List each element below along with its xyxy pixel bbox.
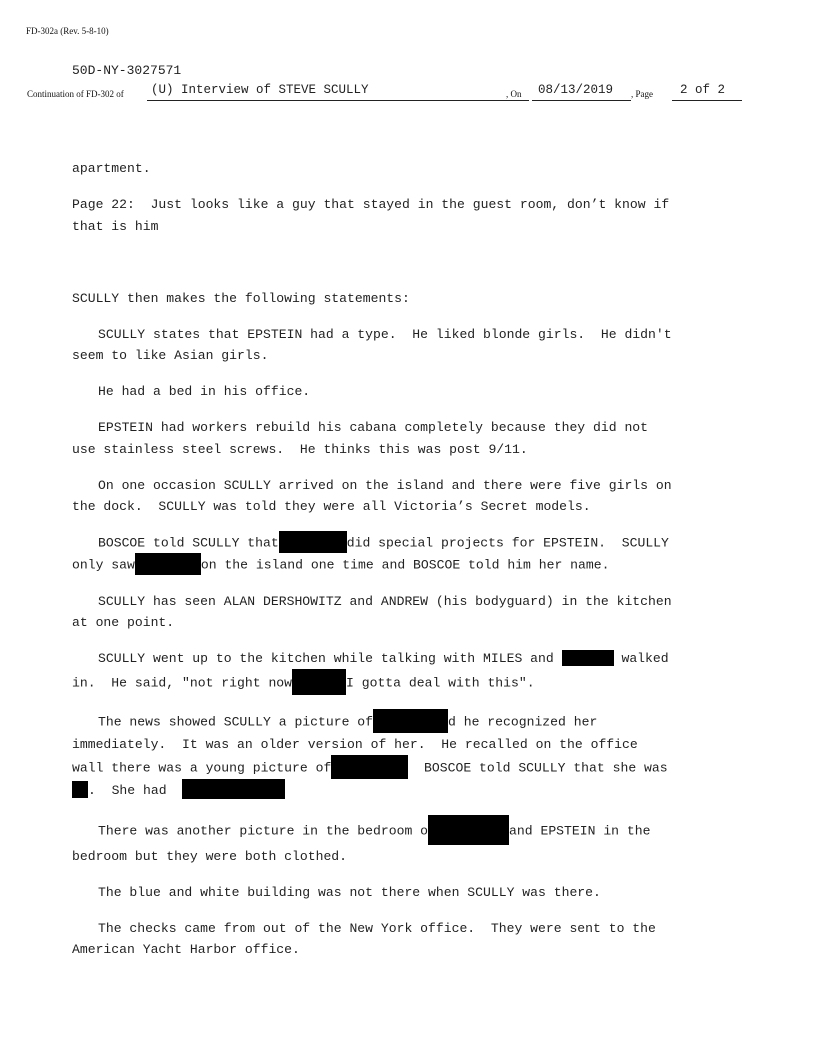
text-line: BOSCOE told SCULLY that she was	[424, 760, 668, 776]
paragraph	[72, 591, 744, 634]
redaction-box	[331, 755, 408, 779]
paragraph	[72, 381, 744, 403]
text-line: use stainless steel screws. He thinks this was post 9/11.	[72, 441, 528, 457]
text-line: that is him	[72, 218, 159, 234]
text-line: BOSCOE told SCULLY that	[98, 535, 279, 551]
text-line: On one occasion SCULLY arrived on the island and there were five girls on	[98, 477, 672, 493]
on-label: , On	[506, 89, 522, 99]
text-line: SCULLY went up to the kitchen while talking with MILES and	[98, 651, 554, 667]
paragraph	[72, 710, 744, 801]
redaction-box	[72, 781, 88, 798]
text-line: American Yacht Harbor office.	[72, 942, 300, 958]
paragraph	[72, 918, 744, 961]
date-value: 08/13/2019	[538, 83, 614, 97]
text-line: There was another picture in the bedroom o	[98, 823, 429, 839]
text-line: Page 22: Just looks like a guy that stayed in the guest room, don’t know if	[72, 196, 670, 212]
text-line: the dock. SCULLY was told they were all Victoria’s Secret models.	[72, 499, 591, 515]
text-line: SCULLY has seen ALAN DERSHOWITZ and ANDREW (his bodyguard) in the kitchen	[98, 593, 672, 609]
text-line: SCULLY then makes the following statements:	[72, 290, 410, 306]
continuation-label: Continuation of FD-302 of	[27, 89, 124, 99]
text-line: in. He said, "not right now	[72, 675, 293, 691]
text-line: and EPSTEIN in the	[509, 823, 651, 839]
text-line: The checks came from out of the New York office. They were sent to the	[98, 920, 656, 936]
redaction-box	[182, 779, 285, 799]
text-line: . She had	[88, 782, 167, 798]
redaction-box	[279, 531, 347, 553]
page-field	[672, 83, 742, 101]
form-id: FD-302a (Rev. 5-8-10)	[26, 26, 109, 36]
text-line: apartment.	[72, 161, 151, 176]
paragraph	[72, 288, 744, 310]
date-field	[532, 83, 631, 101]
paragraph	[72, 532, 744, 576]
page-value: 2 of 2	[680, 83, 726, 97]
text-line: I gotta deal with this".	[346, 675, 535, 691]
redaction-box	[373, 709, 448, 733]
text-line: bedroom but they were both clothed.	[72, 848, 348, 864]
continuation-line	[27, 82, 743, 102]
paragraph	[72, 475, 744, 518]
paragraph	[72, 648, 744, 696]
text-line: d he recognized her	[448, 714, 598, 730]
paragraph	[72, 194, 744, 237]
text-line: walked	[621, 651, 669, 667]
text-line: wall there was a young picture of	[72, 760, 332, 776]
paragraph	[72, 417, 744, 460]
page-label: , Page	[631, 89, 653, 99]
text-line: He had a bed in his office.	[98, 384, 311, 400]
text-line: EPSTEIN had workers rebuild his cabana completely because they did not	[98, 420, 649, 436]
redaction-box	[135, 553, 201, 575]
text-line: SCULLY states that EPSTEIN had a type. He liked blonde girls. He didn't	[98, 326, 672, 342]
subject-field	[147, 83, 529, 101]
text-line: The blue and white building was not there when SCULLY was there.	[98, 884, 601, 900]
statement-body	[72, 158, 744, 975]
text-line: The news showed SCULLY a picture of	[98, 714, 374, 730]
text-line: on the island one time and BOSCOE told him her name.	[200, 557, 610, 573]
file-number: 50D-NY-3027571	[72, 63, 182, 78]
redaction-box	[562, 650, 614, 666]
text-line: immediately. It was an older version of her. He recalled on the office	[72, 737, 638, 753]
text-line: did special projects for EPSTEIN. SCULLY	[346, 535, 669, 551]
subject-value: (U) Interview of STEVE SCULLY	[151, 83, 369, 97]
text-line: at one point.	[72, 615, 175, 631]
text-line: seem to like Asian girls.	[72, 348, 269, 364]
paragraph	[72, 882, 744, 904]
paragraph	[72, 158, 744, 180]
redaction-box	[292, 669, 346, 695]
paragraph	[72, 816, 744, 868]
redaction-box	[428, 815, 509, 845]
text-line: only saw	[72, 557, 135, 573]
paragraph	[72, 324, 744, 367]
